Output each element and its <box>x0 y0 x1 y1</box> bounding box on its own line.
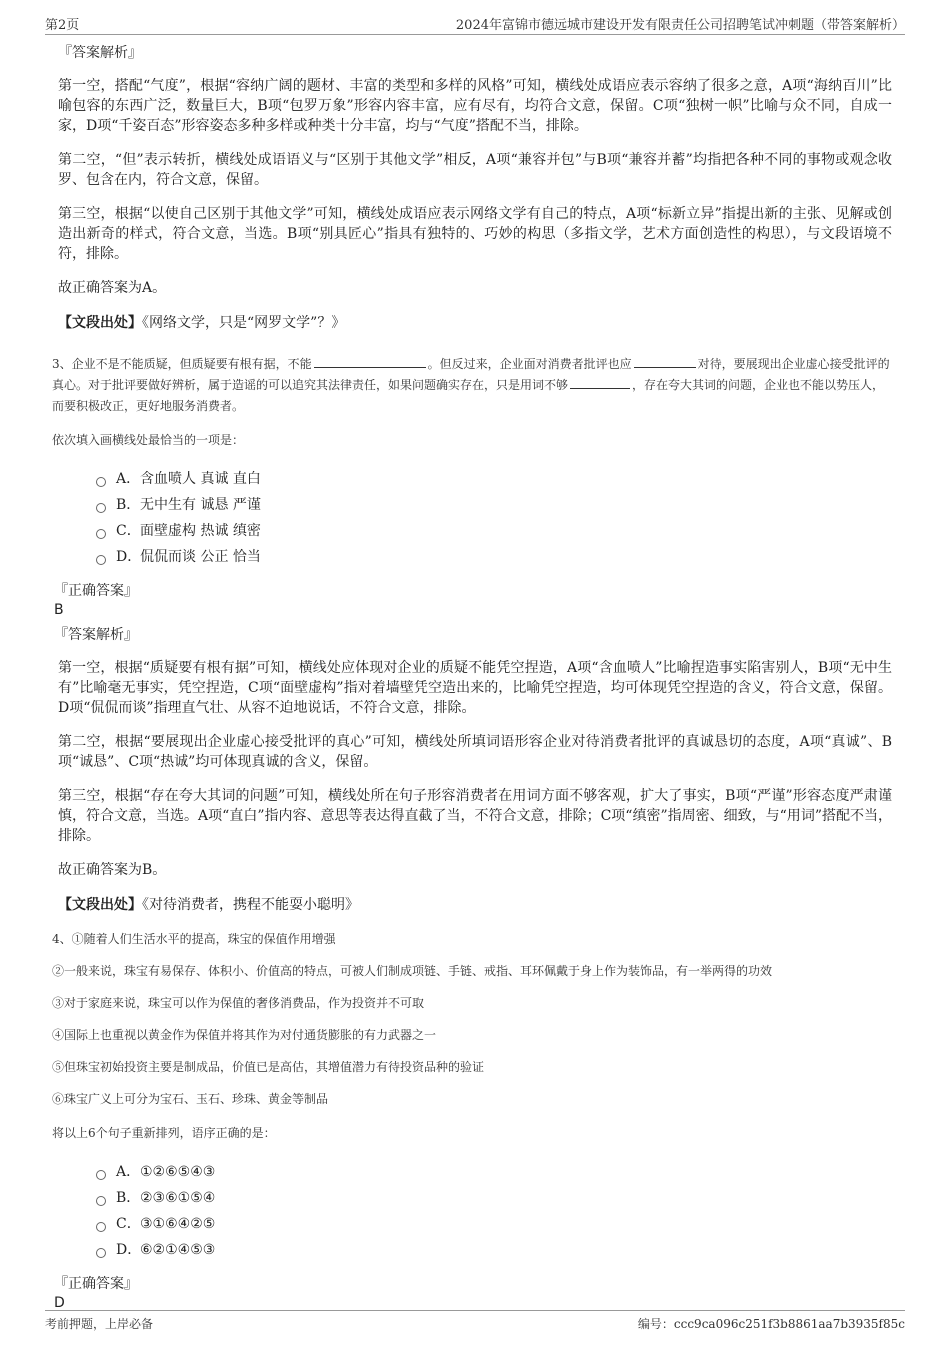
radio-icon[interactable] <box>96 1248 106 1258</box>
footer-slogan: 考前押题，上岸必备 <box>45 1317 154 1331</box>
correct-answer-label: 『正确答案』 <box>54 583 138 599</box>
option-text: ⑥②①④⑤③ <box>140 1242 216 1258</box>
radio-icon[interactable] <box>96 555 106 565</box>
question-prompt: 将以上6个句子重新排列，语序正确的是： <box>52 1126 276 1140</box>
analysis-paragraph: 第一空，搭配“气度”，根据“容纳广阔的题材、丰富的类型和多样的风格”可知，横线处成语应表示容纳了很多之意，A项“海纳百川”比喻包容的东西广泛，数量巨大，B项“包罗万象”形容内容丰富，应有尽有，均符合文意，保留。C项“独树一帜”比喻与众不同，自成一家，D项“千姿百态”形容姿态多种多样或种类十分丰富，均与“气度”搭配不当，排除。 <box>58 78 892 134</box>
radio-icon[interactable] <box>96 529 106 539</box>
radio-icon[interactable] <box>96 1196 106 1206</box>
sentence-item: ④国际上也重视以黄金作为保值并将其作为对付通货膨胀的有力武器之一 <box>52 1028 437 1042</box>
question-number: 3、 <box>52 357 72 371</box>
question-text: 对待，要展现出企业虚心接受批评的真心。对于批评要做好辨析，属于造谣的可以追究其法律责任，如果问题确实存在，只是用词不够 <box>52 357 890 392</box>
option-b[interactable] <box>96 1185 892 1211</box>
analysis-label: 『答案解析』 <box>58 45 142 61</box>
radio-icon[interactable] <box>96 503 106 513</box>
source-line <box>58 894 892 914</box>
page-footer <box>45 1310 905 1331</box>
analysis-paragraph: 第二空，根据“要展现出企业虚心接受批评的真心”可知，横线处所填词语形容企业对待消费者批评的真诚恳切的态度，A项“真诚”、B项“诚恳”、C项“热诚”均可体现真诚的含义，保留。 <box>58 734 892 770</box>
analysis-paragraph: 第二空，“但”表示转折，横线处成语语义与“区别于其他文学”相反，A项“兼容并包”与B项“兼容并蓄”均指把各种不同的事物或观念收罗、包含在内，符合文意，保留。 <box>58 152 892 188</box>
fill-blank <box>570 376 630 389</box>
sentence-item: ③对于家庭来说，珠宝可以作为保值的奢侈消费品，作为投资并不可取 <box>52 996 425 1010</box>
document-title: 2024年富锦市德远城市建设开发有限责任公司招聘笔试冲刺题（带答案解析） <box>455 18 905 33</box>
sentence-item: ②一般来说，珠宝有易保存、体积小、价值高的特点，可被人们制成项链、手链、戒指、耳环佩戴于身上作为装饰品，有一举两得的功效 <box>52 964 773 978</box>
option-c[interactable] <box>96 518 892 544</box>
source-text: 《对待消费者，携程不能耍小聪明》 <box>142 897 359 913</box>
option-text: 面壁虚构 热诚 缜密 <box>140 523 261 539</box>
option-d[interactable] <box>96 544 892 570</box>
option-c[interactable] <box>96 1211 892 1237</box>
analysis-paragraph: 第三空，根据“以使自己区别于其他文学”可知，横线处成语应表示网络文学有自己的特点，A项“标新立异”指提出新的主张、见解或创造出新奇的样式，符合文意，当选。B项“别具匠心”指具有独特的、巧妙的构思（多指文学，艺术方面创造性的构思），与文段语境不符，排除。 <box>58 206 892 262</box>
question-3-options <box>96 466 892 570</box>
option-text: 含血喷人 真诚 直白 <box>140 471 261 487</box>
page-header <box>45 12 905 35</box>
question-prompt: 依次填入画横线处最恰当的一项是： <box>52 433 245 447</box>
option-letter: C． <box>116 1216 141 1232</box>
option-text: ①②⑥⑤④③ <box>140 1164 216 1180</box>
option-a[interactable] <box>96 1159 892 1185</box>
source-text: 《网络文学，只是“网罗文学”？》 <box>142 315 346 331</box>
option-letter: A． <box>116 1164 141 1180</box>
option-a[interactable] <box>96 466 892 492</box>
option-text: 无中生有 诚恳 严谨 <box>140 497 261 513</box>
option-letter: D． <box>116 1242 142 1258</box>
analysis-conclusion: 故正确答案为A。 <box>58 280 167 296</box>
sentence-item: 4、①随着人们生活水平的提高，珠宝的保值作用增强 <box>52 932 336 946</box>
option-text: 侃侃而谈 公正 恰当 <box>140 549 261 565</box>
fill-blank <box>634 355 696 368</box>
question-4-options <box>96 1159 892 1263</box>
question-text: 企业不是不能质疑，但质疑要有根有据，不能 <box>71 357 312 371</box>
analysis-paragraph: 第三空，根据“存在夸大其词的问题”可知，横线处所在句子形容消费者在用词方面不够客观，扩大了事实，B项“严谨”形容态度严肃谨慎，符合文意，当选。A项“直白”指内容、意思等表达得直截了当，不符合文意，排除；C项“缜密”指周密、细致，与“用词”搭配不当，排除。 <box>58 788 892 844</box>
sentence-item: ⑥珠宝广义上可分为宝石、玉石、珍珠、黄金等制品 <box>52 1092 329 1106</box>
correct-answer-value: D <box>54 1295 65 1311</box>
option-letter: D． <box>116 549 142 565</box>
page-number: 第2页 <box>45 18 80 33</box>
source-line <box>58 312 892 332</box>
analysis-label: 『答案解析』 <box>54 627 138 643</box>
sentence-item: ⑤但珠宝初始投资主要是制成品，价值已是高估，其增值潜力有待投资品种的验证 <box>52 1060 485 1074</box>
option-letter: A． <box>116 471 141 487</box>
radio-icon[interactable] <box>96 1170 106 1180</box>
analysis-paragraph: 第一空，根据“质疑要有根有据”可知，横线处应体现对企业的质疑不能凭空捏造，A项“含血喷人”比喻捏造事实陷害别人，B项“无中生有”比喻毫无事实，凭空捏造，C项“面壁虚构”指对着墙壁凭空造出来的，比喻凭空捏造，均可体现凭空捏造的含义，符合文意，保留。D项“侃侃而谈”指理直气壮、从容不迫地说话，不符合文意，排除。 <box>58 660 892 716</box>
source-label: 【文段出处】 <box>58 897 142 913</box>
source-label: 【文段出处】 <box>58 315 142 331</box>
analysis-conclusion: 故正确答案为B。 <box>58 862 167 878</box>
option-letter: C． <box>116 523 141 539</box>
question-text: ，存在夸大其词的问题，企业也不能以势压人，而要积极改正，更好地服务消费者。 <box>52 378 885 413</box>
option-d[interactable] <box>96 1237 892 1263</box>
radio-icon[interactable] <box>96 1222 106 1232</box>
fill-blank <box>314 355 426 368</box>
document-id: 编号：ccc9ca096c251f3b8861aa7b3935f85c <box>637 1317 905 1331</box>
page-content <box>52 42 892 1317</box>
correct-answer-value: B <box>54 602 64 618</box>
correct-answer-label: 『正确答案』 <box>54 1276 138 1292</box>
option-b[interactable] <box>96 492 892 518</box>
option-letter: B． <box>116 497 141 513</box>
radio-icon[interactable] <box>96 477 106 487</box>
option-text: ③①⑥④②⑤ <box>140 1216 216 1232</box>
question-text: 。但反过来，企业面对消费者批评也应 <box>427 357 632 371</box>
option-text: ②③⑥①⑤④ <box>140 1190 216 1206</box>
option-letter: B． <box>116 1190 141 1206</box>
question-3-stem <box>52 354 892 417</box>
